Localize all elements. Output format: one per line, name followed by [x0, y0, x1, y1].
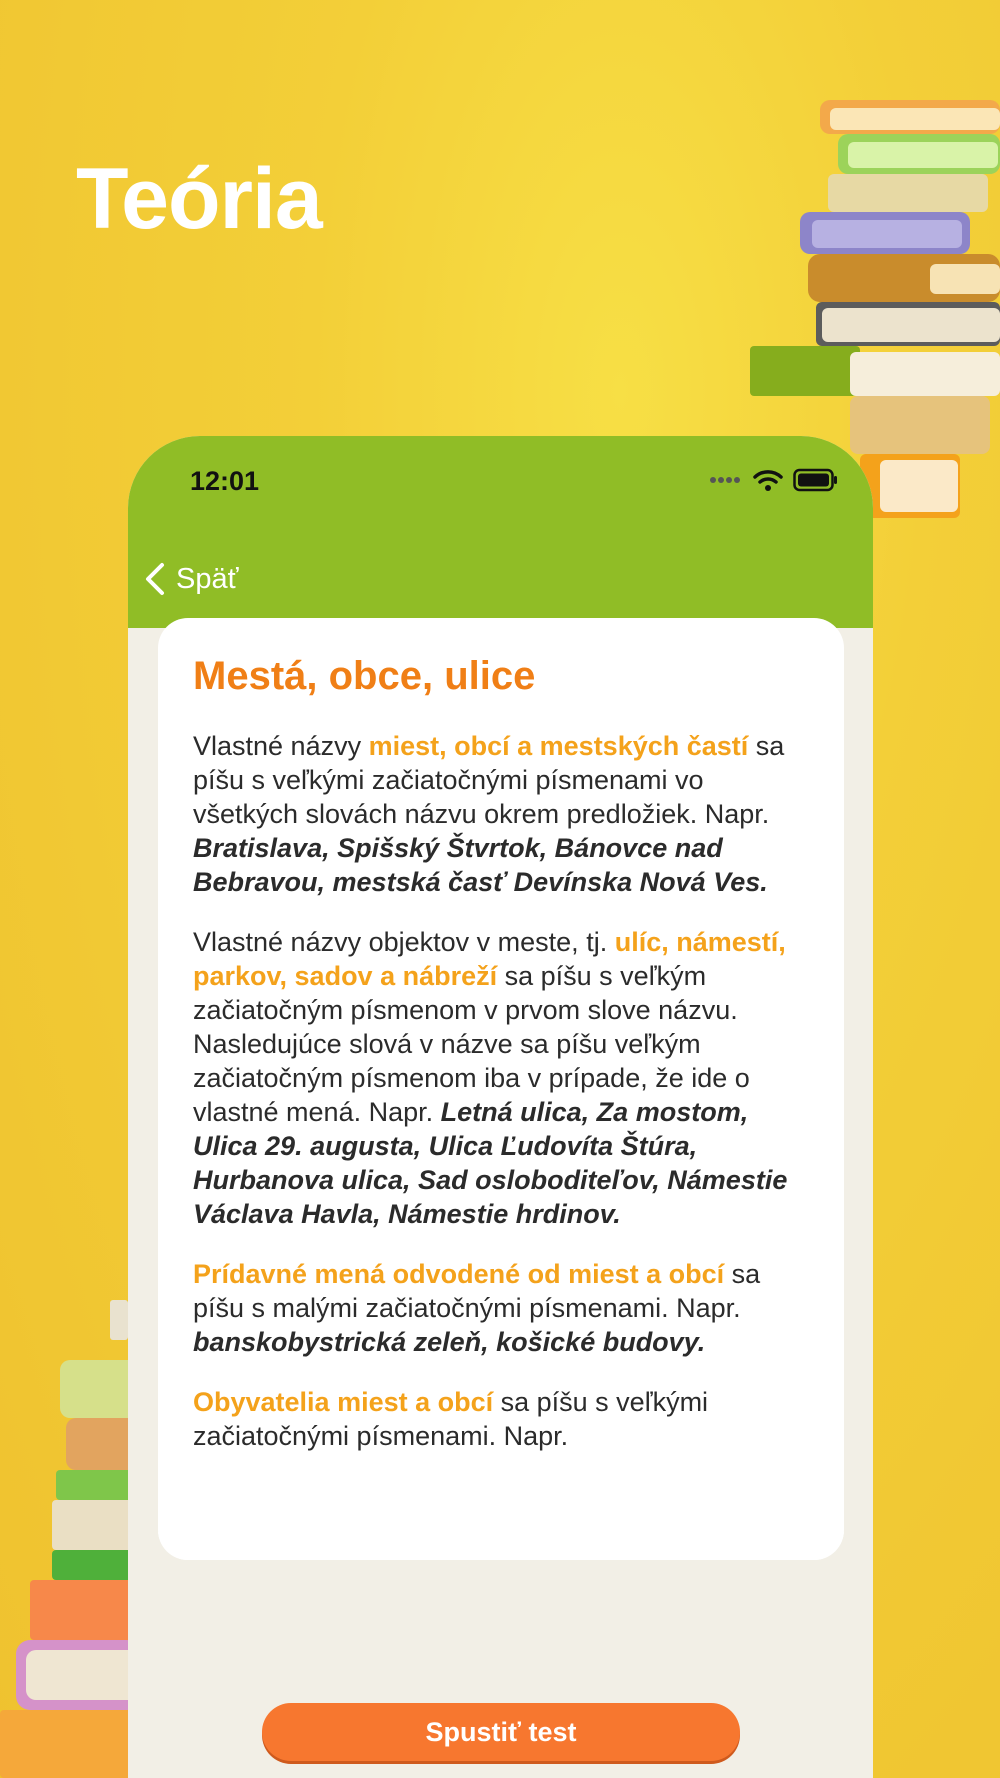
text: sa píšu s malými začiatočnými písmenami. Napr. — [193, 1259, 761, 1323]
chevron-left-icon — [144, 562, 166, 596]
paragraph-inhabitants — [193, 1385, 813, 1453]
text: sa píšu s veľkými začiatočnými písmenami vo všetkých slovách názvu okrem predložiek. Napr. — [193, 731, 785, 829]
highlight: miest, obcí a mestských častí — [368, 731, 749, 761]
theory-title: Mestá, obce, ulice — [193, 654, 536, 698]
wifi-icon — [753, 468, 783, 492]
highlight: Obyvatelia miest a obcí — [193, 1387, 494, 1417]
example: Bratislava, Spišský Štvrtok, Bánovce nad Bebravou, mestská časť Devínska Nová Ves — [193, 833, 761, 897]
text: . — [697, 1327, 706, 1357]
text: . — [613, 1199, 621, 1229]
text: . — [760, 867, 768, 897]
text: Vlastné názvy objektov v meste, tj. — [193, 927, 615, 957]
paragraph-adjectives — [193, 1257, 813, 1359]
text: sa píšu s veľkými začiatočnými písmenami. Napr. — [193, 1387, 709, 1451]
highlight: Prídavné mená odvodené od miest a obcí — [193, 1259, 725, 1289]
page-headline: Teória — [76, 151, 322, 247]
status-bar — [128, 436, 873, 532]
back-button[interactable] — [144, 554, 238, 604]
paragraph-cities — [193, 729, 813, 899]
example: banskobystrická zeleň, košické budovy — [193, 1327, 698, 1357]
theory-content — [193, 654, 813, 1479]
scroll-fade — [158, 1532, 844, 1560]
status-time: 12:01 — [190, 466, 260, 496]
back-button-label: Späť — [176, 562, 239, 595]
text: sa píšu s veľkým začiatočným písmenom v prvom slove názvu. Nasledujúce slová v názve sa píšu veľkým začiatočným písmenom iba v prípade, že ide o vlastné mená. Napr. — [193, 961, 750, 1127]
nav-bar — [128, 532, 873, 628]
paragraph-streets — [193, 925, 813, 1231]
start-test-button[interactable]: Spustiť test — [262, 1703, 740, 1761]
books-stack-illustration-left — [0, 1300, 140, 1778]
example: Letná ulica, Za mostom, Ulica 29. augusta, Ulica Ľudovíta Štúra, Hurbanova ulica, Sad osloboditeľov, Námestie Václava Havla, Námestie hrdinov — [193, 1097, 788, 1229]
text: Vlastné názvy — [193, 731, 369, 761]
highlight: ulíc, námestí, parkov, sadov a nábreží — [193, 927, 786, 991]
cellular-signal-icon — [709, 475, 743, 485]
battery-icon — [793, 468, 839, 492]
status-icons — [709, 466, 839, 494]
theory-card[interactable] — [158, 618, 844, 1560]
phone-mockup — [128, 436, 873, 1778]
